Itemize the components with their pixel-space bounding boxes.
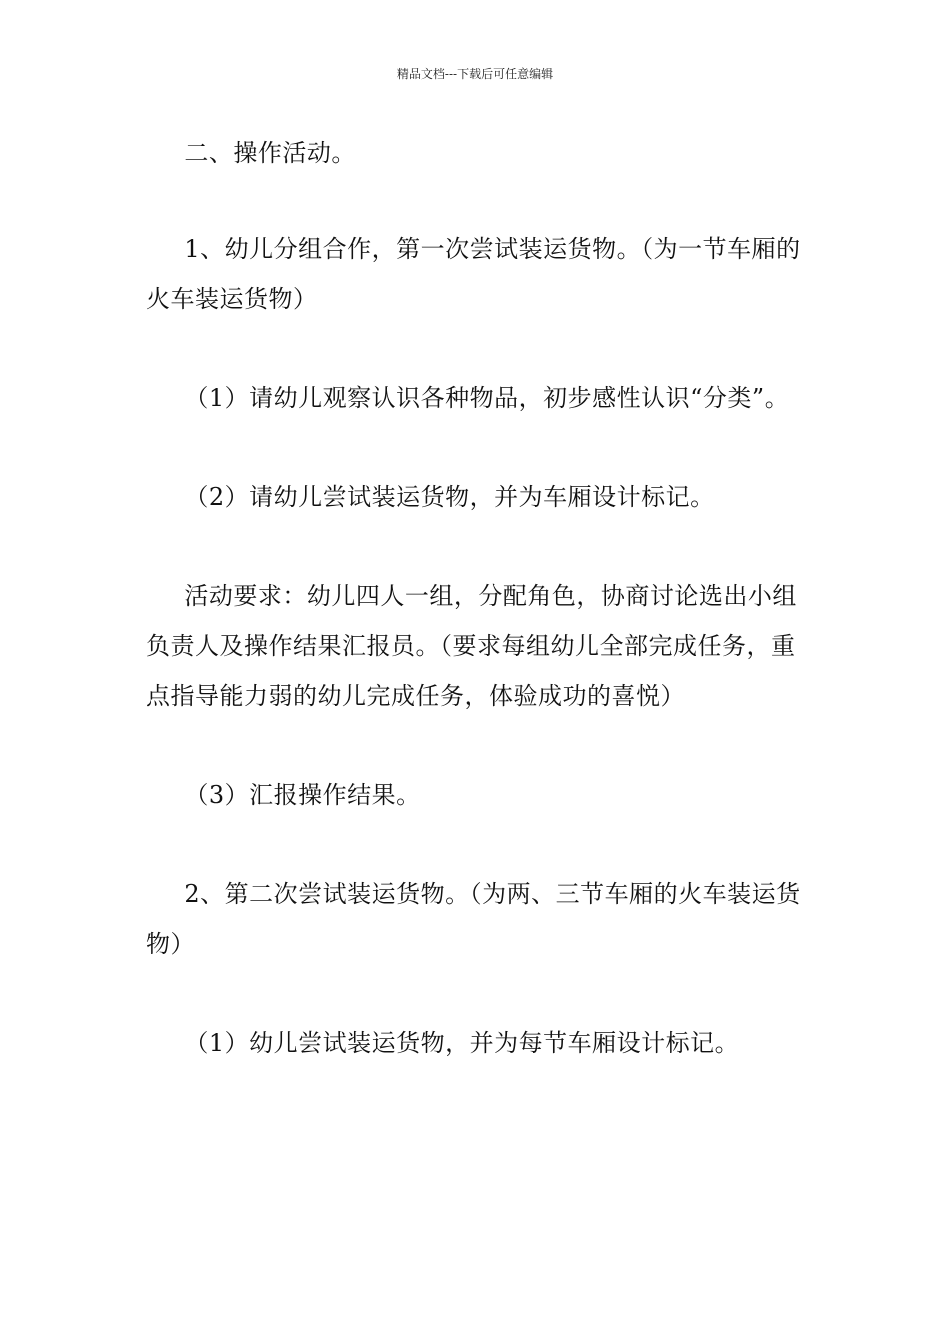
section-heading: 二、操作活动。: [184, 139, 356, 167]
page-header: 精品文档---下载后可任意编辑: [396, 67, 554, 81]
paragraph-step-1: 1、幼儿分组合作，第一次尝试装运货物。（为一节车厢的火车装运货物）: [146, 235, 801, 313]
document-body: [146, 128, 806, 1068]
paragraph-activity-requirements: 活动要求：幼儿四人一组，分配角色，协商讨论选出小组负责人及操作结果汇报员。（要求每组幼儿全部完成任务，重点指导能力弱的幼儿完成任务，体验成功的喜悦）: [146, 582, 797, 710]
paragraph-step-2: 2、第二次尝试装运货物。（为两、三节车厢的火车装运货物）: [146, 880, 801, 958]
paragraph-substep-1: （1）请幼儿观察认识各种物品，初步感性认识“分类”。: [184, 384, 790, 412]
paragraph-substep-2: （2）请幼儿尝试装运货物，并为车厢设计标记。: [184, 483, 715, 511]
paragraph-step-2-substep-1: （1）幼儿尝试装运货物，并为每节车厢设计标记。: [184, 1029, 740, 1057]
paragraph-substep-3: （3）汇报操作结果。: [184, 781, 421, 809]
